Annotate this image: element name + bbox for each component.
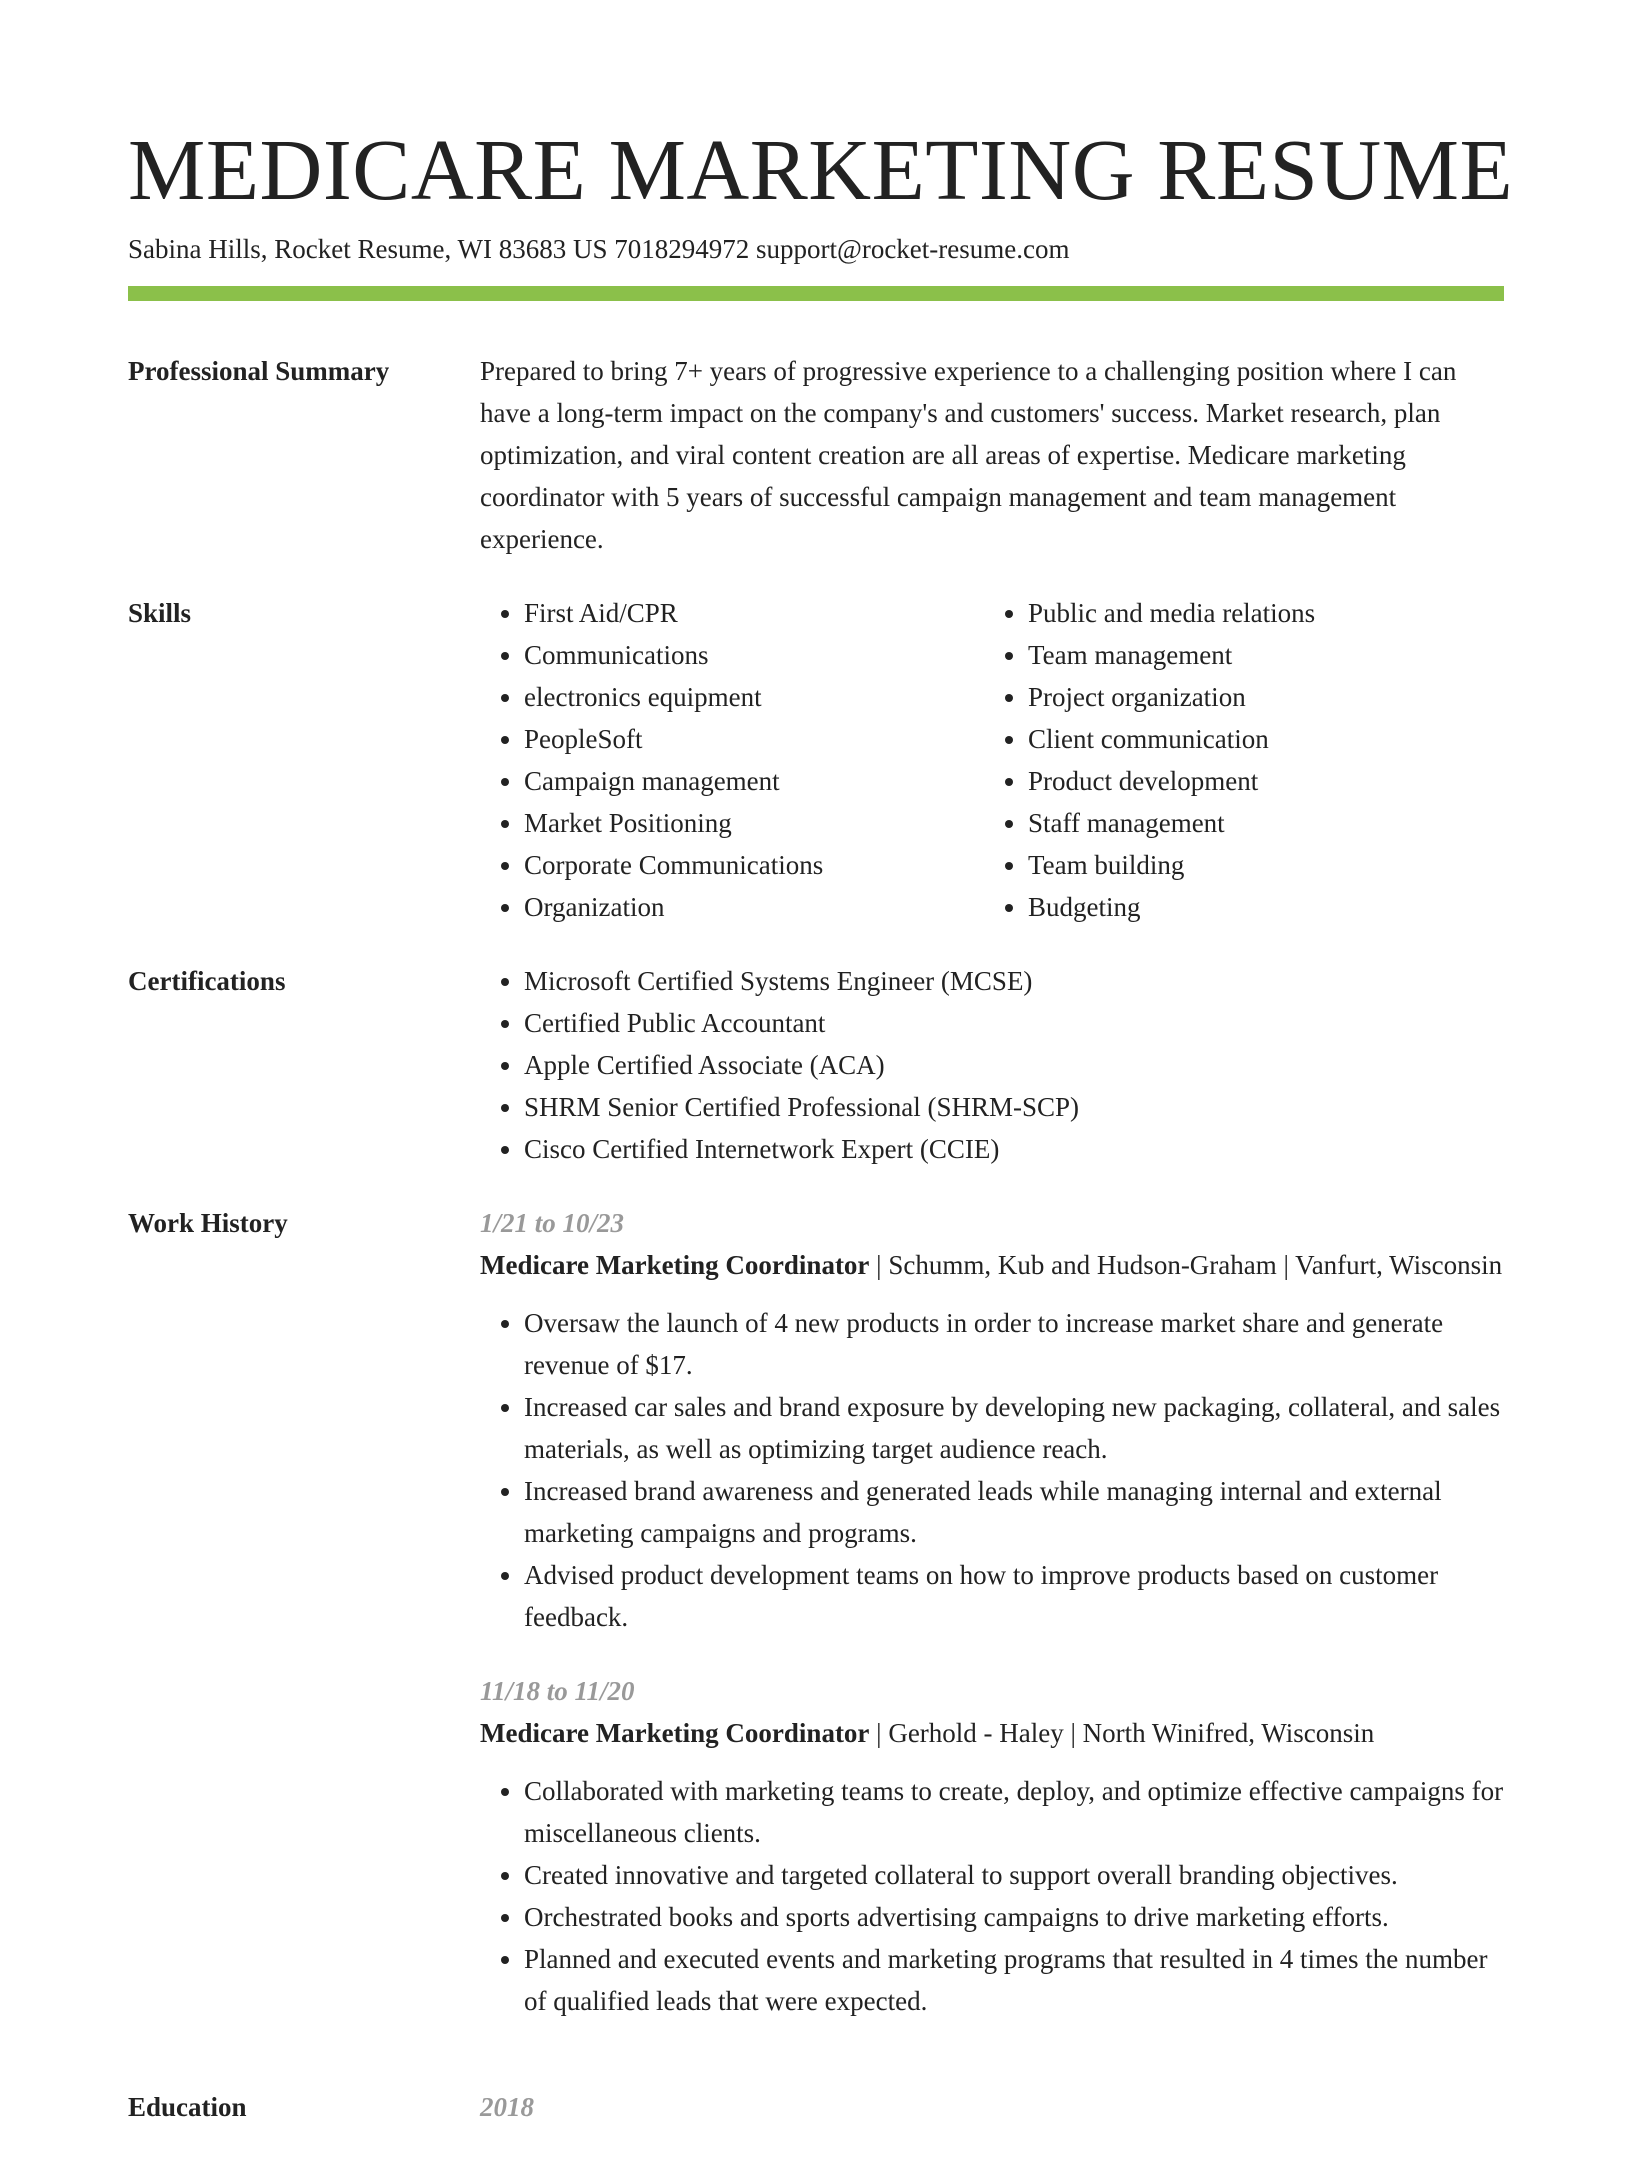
- section-body: [480, 1202, 1504, 2054]
- skills-column-2: [984, 592, 1488, 928]
- job-bullets: [480, 1302, 1504, 1638]
- skill-item: • Organization: [524, 886, 984, 928]
- section-label: Work History: [128, 1208, 288, 1238]
- skills-column-1: [480, 592, 984, 928]
- certification-item: • Certified Public Accountant: [524, 1002, 1504, 1044]
- skill-item: • electronics equipment: [524, 676, 984, 718]
- skill-item: • Staff management: [1028, 802, 1488, 844]
- job-dates: 11/18 to 11/20: [480, 1676, 635, 1706]
- skill-item: • Market Positioning: [524, 802, 984, 844]
- certification-item: • Cisco Certified Internetwork Expert (CCIE): [524, 1128, 1504, 1170]
- section-label: Skills: [128, 598, 192, 628]
- resume-title: MEDICARE MARKETING RESUME: [128, 121, 1514, 218]
- section-education: [128, 2086, 1504, 2128]
- section-body: [480, 960, 1504, 1170]
- section-professional-summary: [128, 350, 1504, 560]
- skill-item: • Client communication: [1028, 718, 1488, 760]
- skill-item: • Budgeting: [1028, 886, 1488, 928]
- skill-item: • Communications: [524, 634, 984, 676]
- job-bullet: • Increased car sales and brand exposure by developing new packaging, collateral, and sales materials, as well as optimizing target audience reach.: [524, 1386, 1504, 1470]
- accent-divider: [128, 286, 1504, 301]
- job-entry: [480, 1670, 1504, 2022]
- skill-item: • Project organization: [1028, 676, 1488, 718]
- job-bullet: • Collaborated with marketing teams to create, deploy, and optimize effective campaigns for miscellaneous clients.: [524, 1770, 1504, 1854]
- job-entry: [480, 1202, 1504, 1638]
- skill-item: • Team management: [1028, 634, 1488, 676]
- section-certifications: [128, 960, 1504, 1170]
- job-bullet: • Advised product development teams on how to improve products based on customer feedback.: [524, 1554, 1504, 1638]
- job-bullet: • Oversaw the launch of 4 new products in order to increase market share and generate revenue of $17.: [524, 1302, 1504, 1386]
- job-title: Medicare Marketing Coordinator: [480, 1718, 870, 1748]
- skill-item: • Public and media relations: [1028, 592, 1488, 634]
- education-dates: 2018: [480, 2092, 534, 2122]
- job-details: | Schumm, Kub and Hudson-Graham | Vanfurt, Wisconsin: [869, 1250, 1503, 1280]
- job-bullet: • Created innovative and targeted collateral to support overall branding objectives.: [524, 1854, 1504, 1896]
- section-label: Professional Summary: [128, 356, 390, 386]
- skill-item: • Corporate Communications: [524, 844, 984, 886]
- job-details: | Gerhold - Haley | North Winifred, Wisconsin: [869, 1718, 1375, 1748]
- skill-item: • First Aid/CPR: [524, 592, 984, 634]
- resume-sections: [128, 350, 1504, 2160]
- section-body: [480, 350, 1504, 560]
- section-label: Education: [128, 2092, 247, 2122]
- job-bullets: [480, 1770, 1504, 2022]
- job-bullet: • Orchestrated books and sports advertising campaigns to drive marketing efforts.: [524, 1896, 1504, 1938]
- job-dates: 1/21 to 10/23: [480, 1208, 625, 1238]
- job-bullet: • Planned and executed events and marketing programs that resulted in 4 times the number of qualified leads that were expected.: [524, 1938, 1504, 2022]
- certification-item: • Apple Certified Associate (ACA): [524, 1044, 1504, 1086]
- skill-item: • Product development: [1028, 760, 1488, 802]
- section-skills: [128, 592, 1504, 928]
- section-label: Certifications: [128, 966, 286, 996]
- section-body: [480, 592, 1504, 928]
- certification-item: • Microsoft Certified Systems Engineer (MCSE): [524, 960, 1504, 1002]
- contact-line: Sabina Hills, Rocket Resume, WI 83683 US 7018294972 support@rocket-resume.com: [128, 234, 1070, 264]
- section-work-history: [128, 1202, 1504, 2054]
- skills-grid: [480, 592, 1504, 928]
- skill-item: • PeopleSoft: [524, 718, 984, 760]
- skill-item: • Team building: [1028, 844, 1488, 886]
- job-bullet: • Increased brand awareness and generated leads while managing internal and external marketing campaigns and programs.: [524, 1470, 1504, 1554]
- job-heading: [480, 1244, 1504, 1286]
- certifications-list: [480, 960, 1504, 1170]
- job-title: Medicare Marketing Coordinator: [480, 1250, 870, 1280]
- certification-item: • SHRM Senior Certified Professional (SHRM-SCP): [524, 1086, 1504, 1128]
- summary-text: Prepared to bring 7+ years of progressive experience to a challenging position where I can have a long-term impact on the company's and customers' success. Market research, plan optimization, and viral content creation are all areas of expertise. Medicare marketing coordinator with 5 years of successful campaign management and team management experience.: [480, 356, 1457, 554]
- job-heading: [480, 1712, 1504, 1754]
- section-body: [480, 2086, 1504, 2128]
- skill-item: • Campaign management: [524, 760, 984, 802]
